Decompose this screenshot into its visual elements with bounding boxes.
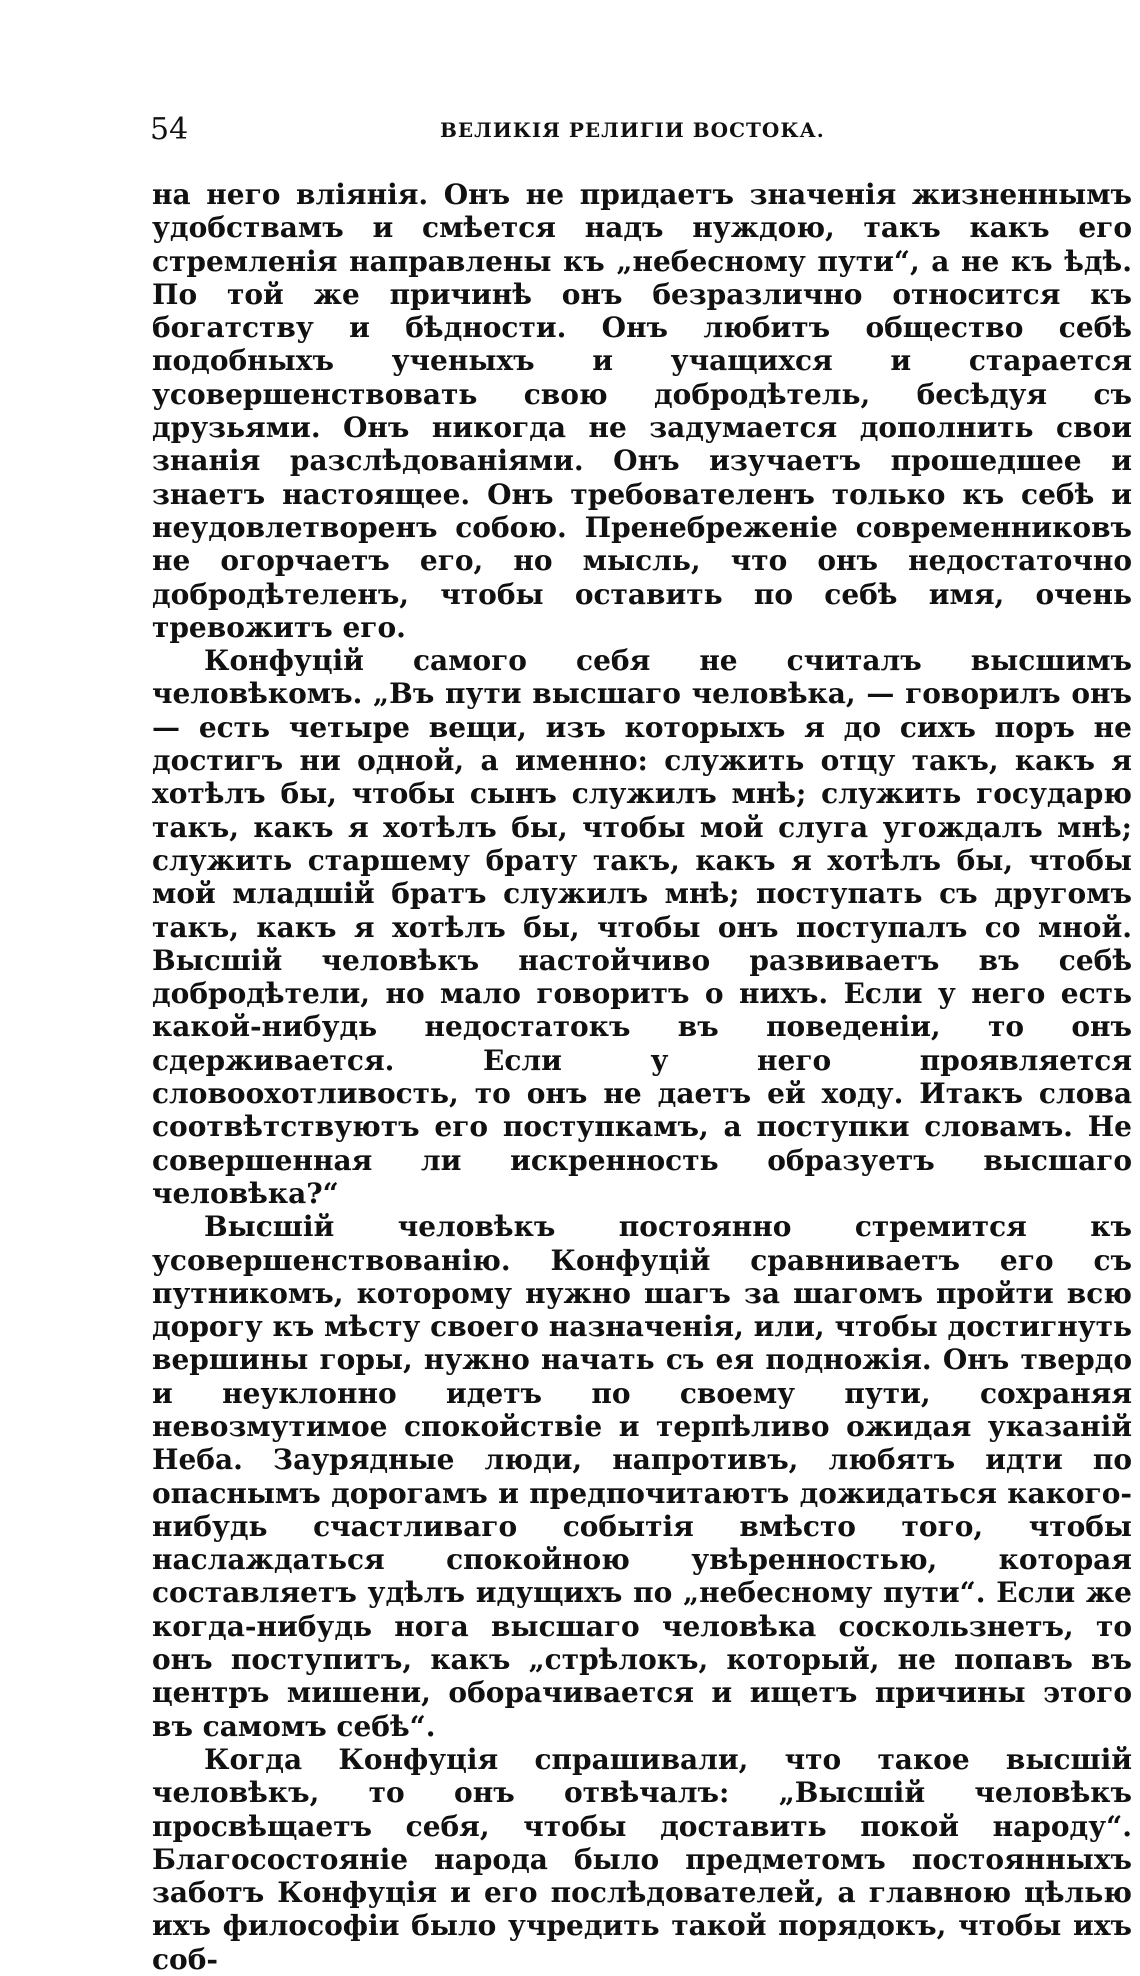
paragraph-3: Высшій человѣкъ постоянно стремится къ усовершенствованію. Конфуцій сравниваетъ его съ путникомъ, которому нужно шагъ за шагомъ пройти всю дорогу къ мѣсту своего назначенія, или, чтобы достигнуть вершины горы, нужно начать съ ея подножія. Онъ твердо и неуклонно идетъ по своему пути, сохраняя невозмутимое спокойствіе и терпѣливо ожидая указаній Неба. Заурядные люди, напротивъ, любятъ идти по опаснымъ дорогамъ и предпочитаютъ дожидаться какого-нибудь счастливаго событія вмѣсто того, чтобы наслаждаться спокойною увѣренностью, которая составляетъ удѣлъ идущихъ по „небесному пути“. Если же когда-нибудь нога высшаго человѣка соскользнетъ, то онъ поступитъ, какъ „стрѣлокъ, который, не попавъ въ центръ мишени, оборачивается и ищетъ причины этого въ самомъ себѣ“.: [152, 1210, 1132, 1743]
page-number: 54: [150, 112, 189, 147]
body-text: [152, 178, 1132, 1976]
paragraph-2: Конфуцій самого себя не считалъ высшимъ человѣкомъ. „Въ пути высшаго человѣка, — говорилъ онъ — есть четыре вещи, изъ которыхъ я до сихъ поръ не достигъ ни одной, а именно: служить отцу такъ, какъ я хотѣлъ бы, чтобы сынъ служилъ мнѣ; служить государю такъ, какъ я хотѣлъ бы, чтобы мой слуга угождалъ мнѣ; служить старшему брату такъ, какъ я хотѣлъ бы, чтобы мой младшій братъ служилъ мнѣ; поступать съ другомъ такъ, какъ я хотѣлъ бы, чтобы онъ поступалъ со мной. Высшій человѣкъ настойчиво развиваетъ въ себѣ добродѣтели, но мало говоритъ о нихъ. Если у него есть какой-нибудь недостатокъ въ поведеніи, то онъ сдерживается. Если у него проявляется словоохотливость, то онъ не даетъ ей ходу. Итакъ слова соотвѣтствуютъ его поступкамъ, а поступки словамъ. Не совершенная ли искренность образуетъ высшаго человѣка?“: [152, 644, 1132, 1210]
paragraph-4: Когда Конфуція спрашивали, что такое высшій человѣкъ, то онъ отвѣчалъ: „Высшій человѣкъ просвѣщаетъ себя, чтобы доставить покой народу“. Благосостояніе народа было предметомъ постоянныхъ заботъ Конфуція и его послѣдователей, а главною цѣлью ихъ философіи было учредить такой порядокъ, чтобы ихъ соб-: [152, 1742, 1132, 1976]
running-title: ВЕЛИКІЯ РЕЛИГІИ ВОСТОКА.: [440, 118, 825, 142]
paragraph-1: на него вліянія. Онъ не придаетъ значенія жизненнымъ удобствамъ и смѣется надъ нуждою, такъ какъ его стремленія направлены къ „небесному пути“, а не къ ѣдѣ. По той же причинѣ онъ безразлично относится къ богатству и бѣдности. Онъ любитъ общество себѣ подобныхъ ученыхъ и учащихся и старается усовершенствовать свою добродѣтель, бесѣдуя съ друзьями. Онъ никогда не задумается дополнить свои знанія разслѣдованіями. Онъ изучаетъ прошедшее и знаетъ настоящее. Онъ требователенъ только къ себѣ и неудовлетворенъ собою. Пренебреженіе современниковъ не огорчаетъ его, но мысль, что онъ недостаточно добродѣтеленъ, чтобы оставить по себѣ имя, очень тревожитъ его.: [152, 178, 1132, 644]
